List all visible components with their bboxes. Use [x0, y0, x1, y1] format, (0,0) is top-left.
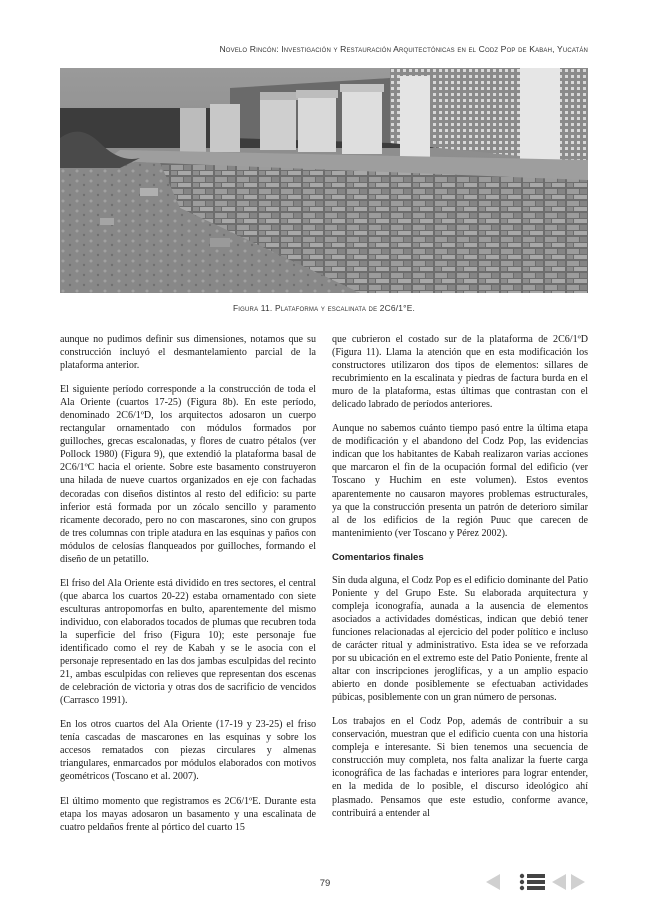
- figure-caption: Figura 11. Plataforma y escalinata de 2C6/1°E.: [232, 303, 416, 313]
- next-page-icon[interactable]: [569, 872, 587, 892]
- paragraph: Sin duda alguna, el Codz Pop es el edificio dominante del Patio Poniente y del Grupo Este. Su elaborada arquitectura y compleja iconografía, aunada a la ausencia de elementos asociados a actividades domésticas, indican que debió tener funciones relacionadas al ejercicio del poder político e incluso de carácter ritual y administrativo. Esta idea se ve reforzada por su ubicación en el extremo este del Patio Poniente, frente al altar con inscripciones jeroglíficas, y a un amplio espacio abierto en donde posiblemente se efectuaban actividades púbicas, posiblemente con un gran número de personas.: [332, 574, 588, 704]
- paragraph: El siguiente período corresponde a la construcción de toda el Ala Oriente (cuartos 17-25) (Figura 8b). En este período, denominado 2C6/1ºD, los arquitectos adosaron un cuerpo rectangular ornamentado con módulos formados por guilloches, grecas escalonadas, y flores de cuatro pétalos (ver Pollock 1980) (Figura 9), que extendió la plataforma basal de 2C6/1ºC hacia el oriente. Sobre este basamento construyeron una hilada de nueve cuartos organizados en eje con fachadas decoradas con diseños distintos al resto del edificio: su parte inferior está formada por un zócalo sencillo y paramento ricamente decorado, pero no con mascarones, sino con grupos de tres columnas con triple atadura en las esquinas y paños con módulos de celosías flanqueados por guilloches, formando el diseño de un petatillo.: [60, 384, 316, 565]
- right-column: [332, 333, 588, 831]
- paragraph: Aunque no sabemos cuánto tiempo pasó entre la última etapa de modificación y el abandono del Codz Pop, las evidencias indican que los habitantes de Kabah realizaron varias acciones que marcaron el fin de la ocupación formal del edificio (ver Toscano y Huchim en este volumen). Estos eventos aparentemente no causaron mayores problemas estructurales, ya que la construcción presenta un patrón de deterioro similar al de los edificios de la región Puuc que carecen de mantenimiento (ver Toscano y Pérez 2002).: [332, 423, 588, 539]
- back-icon[interactable]: [550, 872, 568, 892]
- paragraph: Los trabajos en el Codz Pop, además de contribuir a su conservación, muestran que el edificio cuenta con una historia compleja e interesante. Si bien tenemos una secuencia de construcción muy completa, nos falta analizar la fuerte carga iconográfica de las fachadas e interiores para lograr entender, en la medida de lo posible, el discurso ideológico ahí plasmado. Pensamos que este estudio, conforme avance, contribuirá a entender al: [332, 716, 588, 819]
- paragraph: En los otros cuartos del Ala Oriente (17-19 y 23-25) el friso tenía cascadas de mascarones en las esquinas y sobre los accesos rematados con piezas circulares y almenas triangulares, enmarcados por módulos elaborados con motivos geométricos (Toscano et al. 2007).: [60, 719, 316, 783]
- prev-page-icon[interactable]: [484, 872, 502, 892]
- paragraph: El último momento que registramos es 2C6/1ºE. Durante esta etapa los mayas adosaron un basamento y una escalinata de cuatro peldaños frente al pórtico del cuarto 15: [60, 795, 316, 833]
- paragraph: que cubrieron el costado sur de la plataforma de 2C6/1ºD (Figura 11). Llama la atención que en esta modificación los constructores utilizaron dos tipos de elementos: sillares de recubrimiento en la escalinata y piedras de factura burda en el muro de la plataforma, estas últimas que contrastan con el delicado labrado de períodos anteriores.: [332, 334, 588, 411]
- menu-list-icon[interactable]: [518, 872, 548, 892]
- paragraph: aunque no pudimos definir sus dimensiones, notamos que su construcción incluyó el desmantelamiento parcial de la plataforma anterior.: [60, 334, 316, 372]
- paragraph: El friso del Ala Oriente está dividido en tres sectores, el central (que abarca los cuartos 20-22) estaba ornamentado con siete esculturas antropomorfas en bulto, aparentemente del mismo individuo, con elaborados tocados de plumas que recubren toda la superficie del friso (Figura 10); este personaje fue identificado como el rey de Kabah y se le asocia con el personaje representado en las dos jambas esculpidas del recinto 21, ambas esculpidas con relieves que representan dos escenas de celebración de victoria y otras dos de sacrificio de vencidos (Carrasco 1991).: [60, 577, 316, 707]
- left-column: [60, 333, 316, 845]
- section-heading: Comentarios finales: [332, 551, 424, 563]
- page-number: 79: [319, 878, 331, 889]
- running-head: Novelo Rincón: Investigación y Restauración Arquitectónicas en el Codz Pop de Kabah, Yucatán: [219, 44, 588, 54]
- figure-photo: [60, 68, 588, 293]
